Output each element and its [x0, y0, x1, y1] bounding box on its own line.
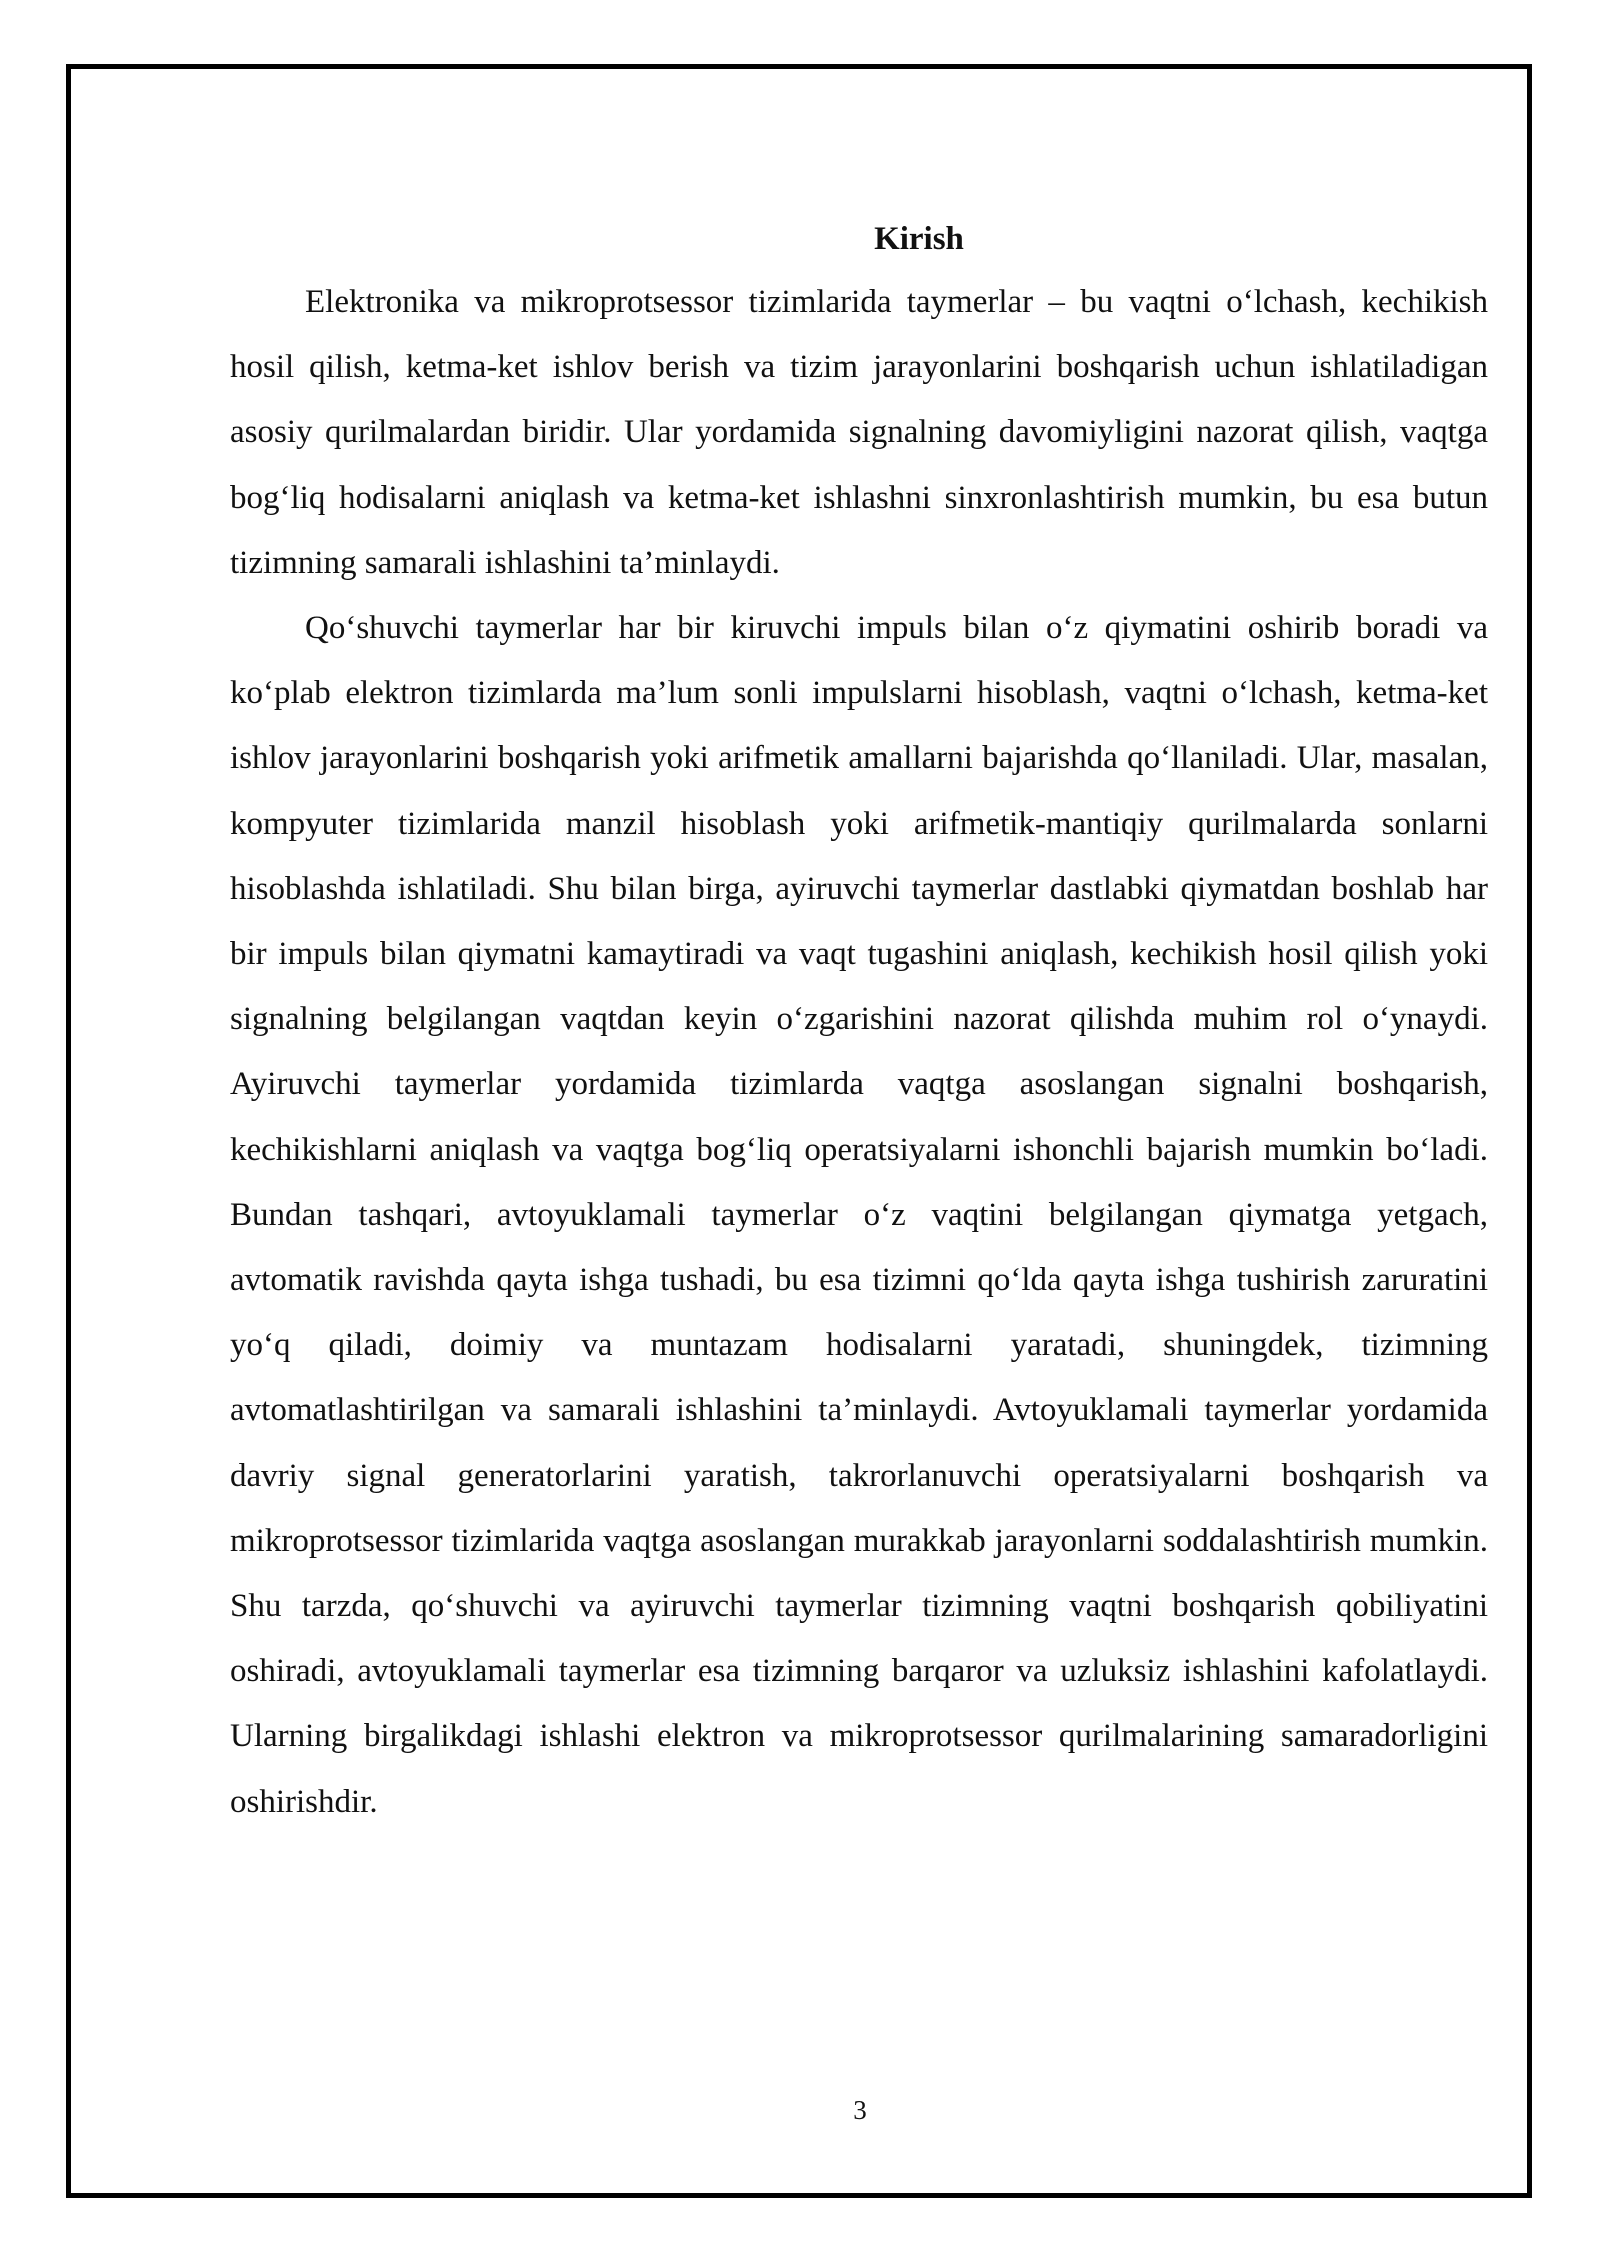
- section-title: Kirish: [874, 221, 964, 257]
- paragraph-timers: Qo‘shuvchi taymerlar har bir kiruvchi impuls bilan o‘z qiymatini oshirib boradi va ko‘plab elektron tizimlarda ma’lum sonli impulslarni hisoblash, vaqtni o‘lchash, ketma-ket ishlov jarayonlarini boshqarish yoki arifmetik amallarni bajarishda qo‘llaniladi. Ular, masalan, kompyuter tizimlarida manzil hisoblash yoki arifmetik-mantiqiy qurilmalarda sonlarni hisoblashda ishlatiladi. Shu bilan birga, ayiruvchi taymerlar dastlabki qiymatdan boshlab har bir impuls bilan qiymatni kamaytiradi va vaqt tugashini aniqlash, kechikish hosil qilish yoki signalning belgilangan vaqtdan keyin o‘zgarishini nazorat qilishda muhim rol o‘ynaydi. Ayiruvchi taymerlar yordamida tizimlarda vaqtga asoslangan signalni boshqarish, kechikishlarni aniqlash va vaqtga bog‘liq operatsiyalarni ishonchli bajarish mumkin bo‘ladi. Bundan tashqari, avtoyuklamali taymerlar o‘z vaqtini belgilangan qiymatga yetgach, avtomatik ravishda qayta ishga tushadi, bu esa tizimni qo‘lda qayta ishga tushirish zaruratini yo‘q qiladi, doimiy va muntazam hodisalarni yaratadi, shuningdek, tizimning avtomatlashtirilgan va samarali ishlashini ta’minlaydi. Avtoyuklamali taymerlar yordamida davriy signal generatorlarini yaratish, takrorlanuvchi operatsiyalarni boshqarish va mikroprotsessor tizimlarida vaqtga asoslangan murakkab jarayonlarni soddalashtirish mumkin. Shu tarzda, qo‘shuvchi va ayiruvchi taymerlar tizimning vaqtni boshqarish qobiliyatini oshiradi, avtoyuklamali taymerlar esa tizimning barqaror va uzluksiz ishlashini kafolatlaydi. Ularning birgalikdagi ishlashi elektron va mikroprotsessor qurilmalarining samaradorligini oshirishdir.: [230, 610, 1488, 1820]
- paragraph-intro: Elektronika va mikroprotsessor tizimlarida taymerlar – bu vaqtni o‘lchash, kechikish hosil qilish, ketma-ket ishlov berish va tizim jarayonlarini boshqarish uchun ishlatiladigan asosiy qurilmalardan biridir. Ular yordamida signalning davomiyligini nazorat qilish, vaqtga bog‘liq hodisalarni aniqlash va ketma-ket ishlashni sinxronlashtirish mumkin, bu esa butun tizimning samarali ishlashini ta’minlaydi.: [230, 284, 1488, 581]
- page-number: 3: [853, 2095, 867, 2125]
- document-body: [230, 214, 1488, 1835]
